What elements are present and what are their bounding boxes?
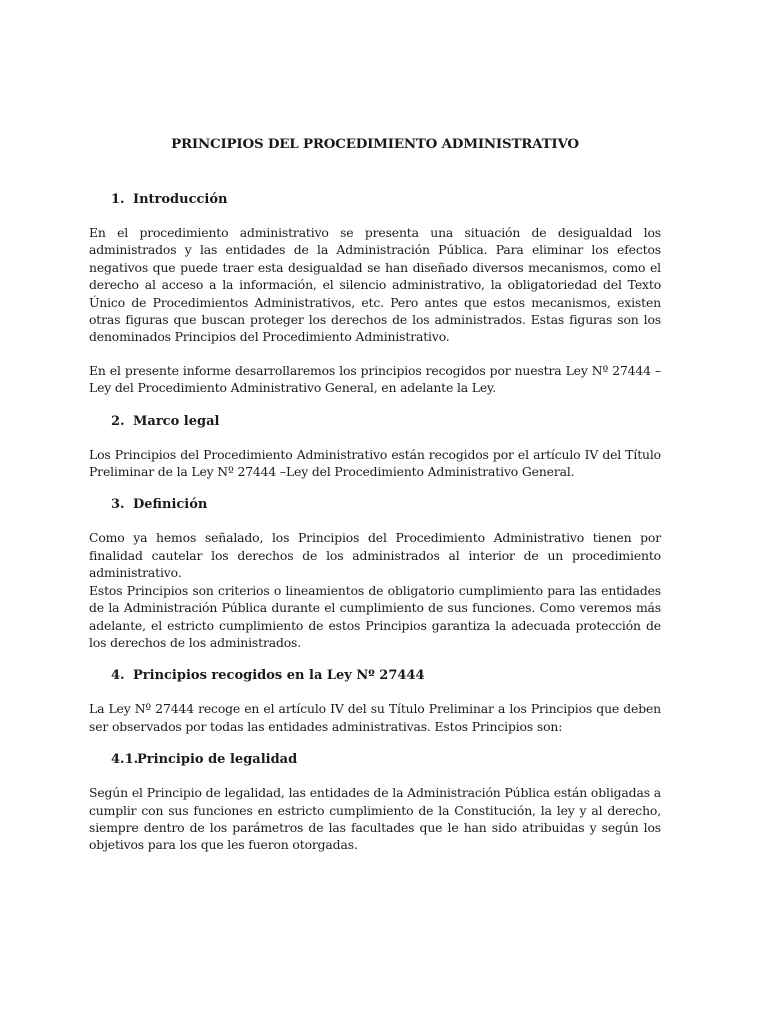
document-title: PRINCIPIOS DEL PROCEDIMIENTO ADMINISTRATIVO	[171, 136, 579, 152]
section-number: 3.	[111, 497, 125, 513]
section-title: Principio de legalidad	[137, 752, 298, 768]
section-number: 4.	[111, 668, 125, 684]
section-title: Definición	[133, 497, 208, 513]
section-heading-marco-legal	[89, 413, 661, 430]
section-number: 4.1.	[111, 752, 139, 768]
paragraph: Estos Principios son criterios o lineamientos de obligatorio cumplimiento para las entidades de la Administración Pública durante el cumplimiento de sus funciones. Como veremos más adelante, el estricto cumplimiento de estos Principios garantiza la adecuada protección de los derechos de los administrados.	[89, 582, 661, 650]
section-number: 2.	[111, 413, 125, 429]
section-heading-definicion	[89, 496, 661, 513]
paragraph: En el presente informe desarrollaremos los principios recogidos por nuestra Ley Nº 27444 – Ley del Procedimiento Administrativo General, en adelante la Ley.	[89, 362, 661, 396]
section-title: Principios recogidos en la Ley Nº 27444	[133, 668, 425, 684]
paragraph: En el procedimiento administrativo se presenta una situación de desigualdad los administrados y las entidades de la Administración Pública. Para eliminar los efectos negativos que puede traer esta desigualdad se han diseñado diversos mecanismos, como el derecho al acceso a la información, el silencio administrativo, la obligatoriedad del Texto Único de Procedimientos Administrativos, etc. Pero antes que estos mecanismos, existen otras figuras que buscan proteger los derechos de los administrados. Estas figuras son los denominados Principios del Procedimiento Administrativo.	[89, 225, 661, 345]
section-number: 1.	[111, 192, 125, 207]
paragraph: Según el Principio de legalidad, las entidades de la Administración Pública están obligadas a cumplir con sus funciones en estricto cumplimiento de la Constitución, la ley y al derecho, siempre dentro de los parámetros de las facultades que le han sido atribuidas y según los objetivos para los que les fueron otorgadas.	[89, 785, 661, 853]
document-page	[89, 136, 661, 870]
paragraph: Como ya hemos señalado, los Principios del Procedimiento Administrativo tienen por finalidad cautelar los derechos de los administrados al interior de un procedimiento administrativo.	[89, 530, 661, 581]
section-title: Introducción	[133, 192, 228, 207]
section-heading-principio-legalidad	[89, 751, 661, 768]
section-title: Marco legal	[133, 413, 220, 429]
section-heading-principios	[89, 667, 661, 684]
paragraph: La Ley Nº 27444 recoge en el artículo IV del su Título Preliminar a los Principios que deben ser observados por todas las entidades administrativas. Estos Principios son:	[89, 701, 661, 734]
paragraph: Los Principios del Procedimiento Administrativo están recogidos por el artículo IV del Título Preliminar de la Ley Nº 27444 –Ley del Procedimiento Administrativo General.	[89, 446, 661, 480]
section-heading-introduccion	[89, 191, 661, 208]
